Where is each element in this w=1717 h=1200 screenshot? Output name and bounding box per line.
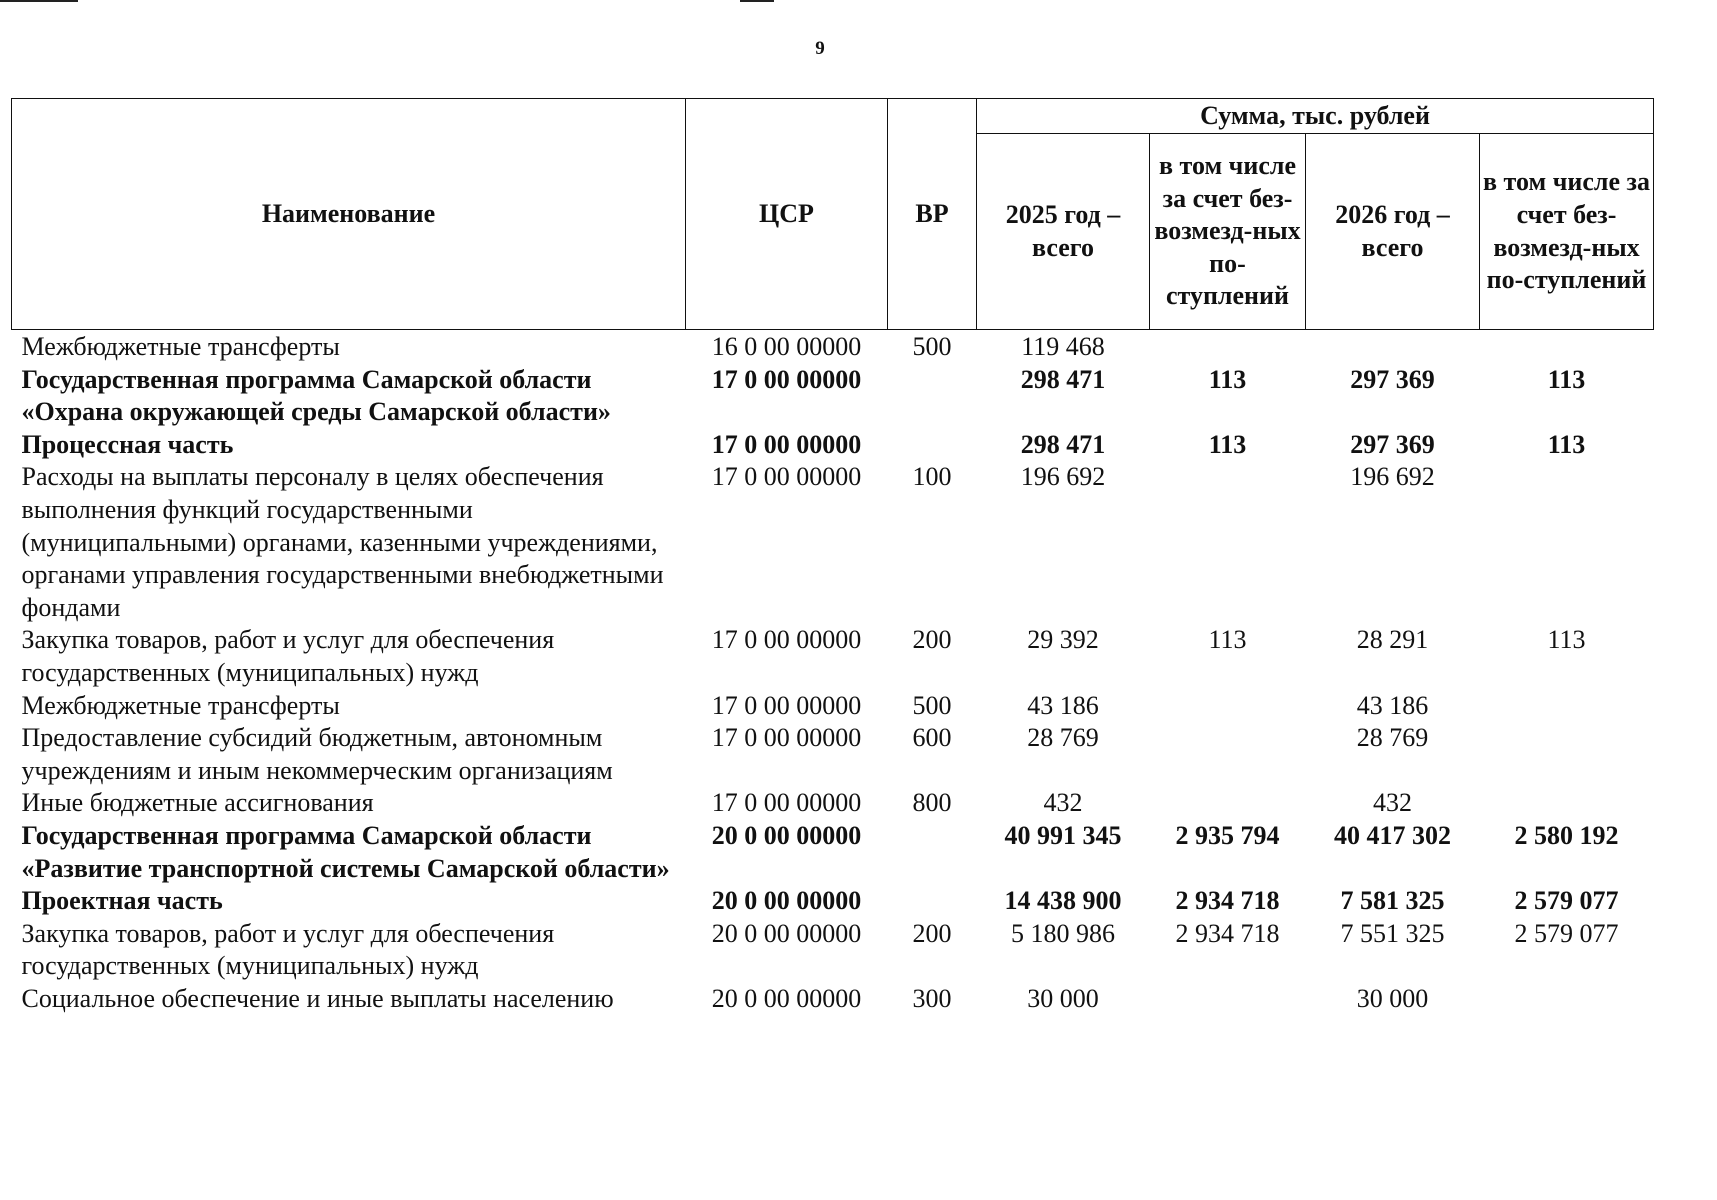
table-header xyxy=(12,99,1654,330)
cell-csr: 20 0 00 00000 xyxy=(711,886,862,916)
cell-csr: 17 0 00 00000 xyxy=(711,462,862,492)
cell-2025-grants xyxy=(1150,722,1306,787)
header-2026-total: 2026 год – всего xyxy=(1306,134,1480,330)
cell-2025-grants xyxy=(1150,461,1306,624)
table-row xyxy=(12,885,1654,918)
cell-2026-grants xyxy=(1480,787,1654,820)
cell-csr: 16 0 00 00000 xyxy=(711,332,862,361)
table-row xyxy=(12,820,1654,885)
cell-2025-total: 14 438 900 xyxy=(1004,886,1122,916)
table-row xyxy=(12,722,1654,787)
table-body xyxy=(12,330,1654,1016)
cell-2026-grants: 2 579 077 xyxy=(1514,918,1619,948)
cell-vr xyxy=(888,364,977,429)
cell-vr: 500 xyxy=(912,332,952,361)
table-row xyxy=(12,624,1654,689)
cell-vr xyxy=(888,820,977,885)
cell-name: Социальное обеспечение и иные выплаты населению xyxy=(21,983,614,1013)
header-name: Наименование xyxy=(12,99,686,330)
cell-csr: 17 0 00 00000 xyxy=(711,690,862,720)
table-row xyxy=(12,461,1654,624)
header-2025-total: 2025 год – всего xyxy=(977,134,1150,330)
cell-2026-total: 28 291 xyxy=(1356,625,1429,655)
cell-2025-total: 119 468 xyxy=(1021,332,1105,361)
table-row xyxy=(12,429,1654,462)
cell-csr: 17 0 00 00000 xyxy=(711,723,862,753)
cell-2026-total: 43 186 xyxy=(1356,690,1429,720)
cell-2025-total: 196 692 xyxy=(1020,462,1106,492)
cell-name: Расходы на выплаты персоналу в целях обеспечения выполнения функций государственными (муниципальными) органами, казенными учреждениями, органами управления государственными внебюджетными фондами xyxy=(21,462,664,622)
cell-2025-grants: 113 xyxy=(1208,364,1247,394)
cell-csr: 17 0 00 00000 xyxy=(711,429,862,459)
cell-csr: 20 0 00 00000 xyxy=(711,983,862,1013)
cell-2026-grants: 2 580 192 xyxy=(1514,820,1619,850)
cell-csr: 17 0 00 00000 xyxy=(711,788,862,818)
cell-2025-grants: 2 935 794 xyxy=(1175,820,1280,850)
header-vr: ВР xyxy=(888,99,977,330)
cell-vr: 300 xyxy=(912,983,952,1013)
cell-2025-grants: 2 934 718 xyxy=(1175,918,1280,948)
cell-2026-total: 7 581 325 xyxy=(1340,886,1445,916)
table-row xyxy=(12,690,1654,723)
cell-2026-total: 297 369 xyxy=(1350,364,1435,394)
cell-name: Межбюджетные трансферты xyxy=(21,332,340,361)
budget-table xyxy=(11,98,1654,1015)
cell-2026-total: 30 000 xyxy=(1356,983,1429,1013)
cell-vr: 800 xyxy=(912,788,952,818)
cell-2025-total: 43 186 xyxy=(1027,690,1099,720)
cell-2025-total: 5 180 986 xyxy=(1011,918,1115,948)
cell-2025-total: 432 xyxy=(1043,788,1083,818)
table-row xyxy=(12,330,1654,364)
cell-2026-total: 432 xyxy=(1373,788,1412,818)
cell-2025-grants xyxy=(1150,690,1306,723)
cell-2025-grants xyxy=(1150,983,1306,1016)
cell-2026-grants xyxy=(1480,461,1654,624)
table-row xyxy=(12,918,1654,983)
cell-2026-grants: 113 xyxy=(1547,364,1586,394)
cell-name: Закупка товаров, работ и услуг для обеспечения государственных (муниципальных) нужд xyxy=(21,918,555,981)
cell-name: Иные бюджетные ассигнования xyxy=(21,788,374,818)
cell-2026-grants xyxy=(1480,722,1654,787)
cell-csr: 20 0 00 00000 xyxy=(711,820,862,850)
cell-vr: 600 xyxy=(912,723,952,753)
cell-vr: 500 xyxy=(912,690,952,720)
cell-name: Предоставление субсидий бюджетным, автономным учреждениям и иным некоммерческим организациям xyxy=(21,723,613,785)
cell-vr: 100 xyxy=(912,462,952,492)
table-row xyxy=(12,787,1654,820)
cell-csr: 20 0 00 00000 xyxy=(711,918,862,948)
cell-vr: 200 xyxy=(912,918,952,948)
cell-csr: 17 0 00 00000 xyxy=(711,625,862,655)
cell-2026-total: 7 551 325 xyxy=(1340,918,1445,948)
header-2026-grants: в том числе за счет без-возмезд-ных по-ступлений xyxy=(1480,134,1654,330)
cell-2026-grants xyxy=(1480,330,1654,364)
cell-name: Государственная программа Самарской области «Развитие транспортной системы Самарской области» xyxy=(21,820,670,883)
cell-vr: 200 xyxy=(912,625,952,655)
cell-vr xyxy=(888,885,977,918)
cell-2025-total: 29 392 xyxy=(1027,625,1099,655)
cell-name: Проектная часть xyxy=(21,886,223,916)
cell-name: Закупка товаров, работ и услуг для обеспечения государственных (муниципальных) нужд xyxy=(21,625,555,687)
cell-name: Государственная программа Самарской области «Охрана окружающей среды Самарской области» xyxy=(21,364,611,427)
cell-2025-grants xyxy=(1150,787,1306,820)
header-2025-grants: в том числе за счет без-возмезд-ных по-ступлений xyxy=(1150,134,1306,330)
header-sum-group: Сумма, тыс. рублей xyxy=(977,99,1654,134)
cell-2025-grants xyxy=(1150,330,1306,364)
cell-2025-total: 40 991 345 xyxy=(1004,820,1122,850)
cell-2026-total: 40 417 302 xyxy=(1334,820,1451,850)
cell-2026-grants xyxy=(1480,690,1654,723)
cell-vr xyxy=(888,429,977,462)
cell-2026-total: 196 692 xyxy=(1350,462,1435,492)
cell-2025-grants: 113 xyxy=(1208,625,1247,655)
cell-2026-total: 297 369 xyxy=(1350,429,1435,459)
cell-2025-total: 30 000 xyxy=(1027,983,1099,1013)
header-csr: ЦСР xyxy=(686,99,888,330)
table-row xyxy=(12,364,1654,429)
cell-name: Процессная часть xyxy=(21,429,234,459)
cell-2026-total: 28 769 xyxy=(1356,723,1429,753)
cell-csr: 17 0 00 00000 xyxy=(711,364,862,394)
cell-2025-grants: 113 xyxy=(1208,429,1247,459)
page-number: 9 xyxy=(815,38,825,59)
cell-2026-grants xyxy=(1480,983,1654,1016)
cell-name: Межбюджетные трансферты xyxy=(21,690,340,720)
scan-edge-mark xyxy=(740,0,774,2)
cell-2026-total xyxy=(1306,330,1480,364)
scan-edge-mark xyxy=(0,0,78,2)
cell-2025-total: 28 769 xyxy=(1027,723,1099,753)
cell-2025-grants: 2 934 718 xyxy=(1175,886,1280,916)
cell-2025-total: 298 471 xyxy=(1020,364,1106,394)
cell-2025-total: 298 471 xyxy=(1020,429,1106,459)
cell-2026-grants: 2 579 077 xyxy=(1514,886,1619,916)
cell-2026-grants: 113 xyxy=(1547,429,1586,459)
table-row xyxy=(12,983,1654,1016)
cell-2026-grants: 113 xyxy=(1547,625,1586,655)
